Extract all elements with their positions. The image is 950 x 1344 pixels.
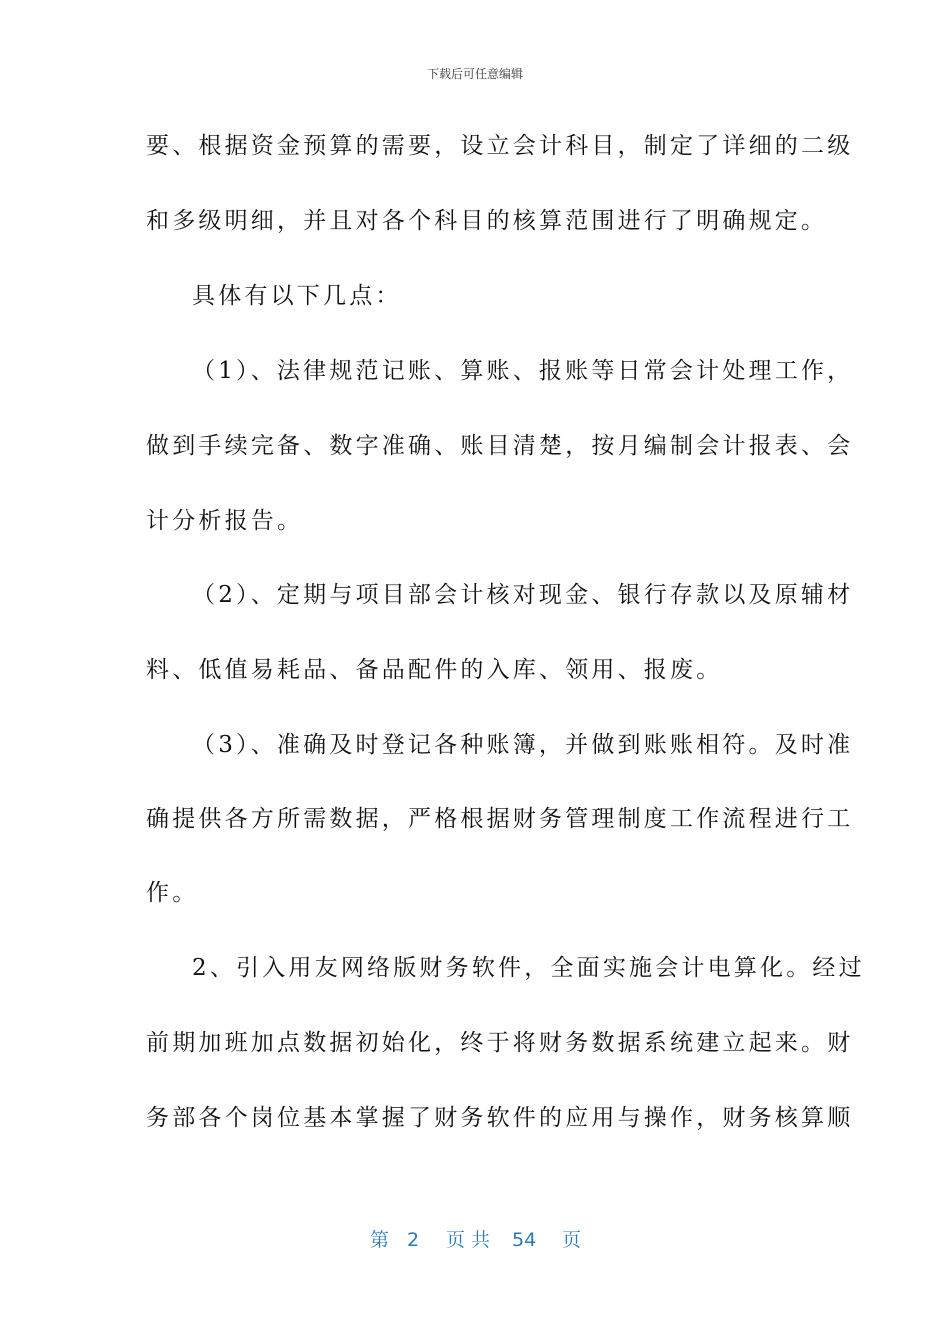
page-header: 下载后可任意编辑	[426, 67, 523, 81]
text-line: 计分析报告。	[146, 508, 304, 534]
page-footer	[0, 1226, 950, 1254]
footer-prefix: 第	[370, 1229, 390, 1251]
text-line: 2、引入用友网络版财务软件，全面实施会计电算化。经过	[192, 955, 865, 981]
text-line: 料、低值易耗品、备品配件的入库、领用、报废。	[146, 657, 723, 683]
text-line: （2）、定期与项目部会计核对现金、银行存款以及原辅材	[192, 582, 854, 608]
footer-suffix: 页	[562, 1229, 582, 1251]
text-line: 确提供各方所需数据，严格根据财务管理制度工作流程进行工	[146, 806, 854, 832]
footer-middle: 页 共	[446, 1229, 491, 1251]
text-line: 作。	[146, 880, 199, 906]
text-line: 务部各个岗位基本掌握了财务软件的应用与操作，财务核算顺	[146, 1105, 854, 1131]
text-line: （1）、法律规范记账、算账、报账等日常会计处理工作，	[192, 358, 854, 384]
text-line: 前期加班加点数据初始化，终于将财务数据系统建立起来。财	[146, 1030, 854, 1056]
text-line: 要、根据资金预算的需要，设立会计科目，制定了详细的二级	[146, 133, 854, 159]
total-pages-number: 54	[512, 1229, 537, 1251]
text-line: 具体有以下几点：	[192, 283, 402, 309]
text-line: 和多级明细，并且对各个科目的核算范围进行了明确规定。	[146, 208, 828, 234]
current-page-number: 2	[407, 1229, 420, 1251]
text-line: 做到手续完备、数字准确、账目清楚，按月编制会计报表、会	[146, 433, 854, 459]
text-line: （3）、准确及时登记各种账簿，并做到账账相符。及时准	[192, 732, 854, 758]
